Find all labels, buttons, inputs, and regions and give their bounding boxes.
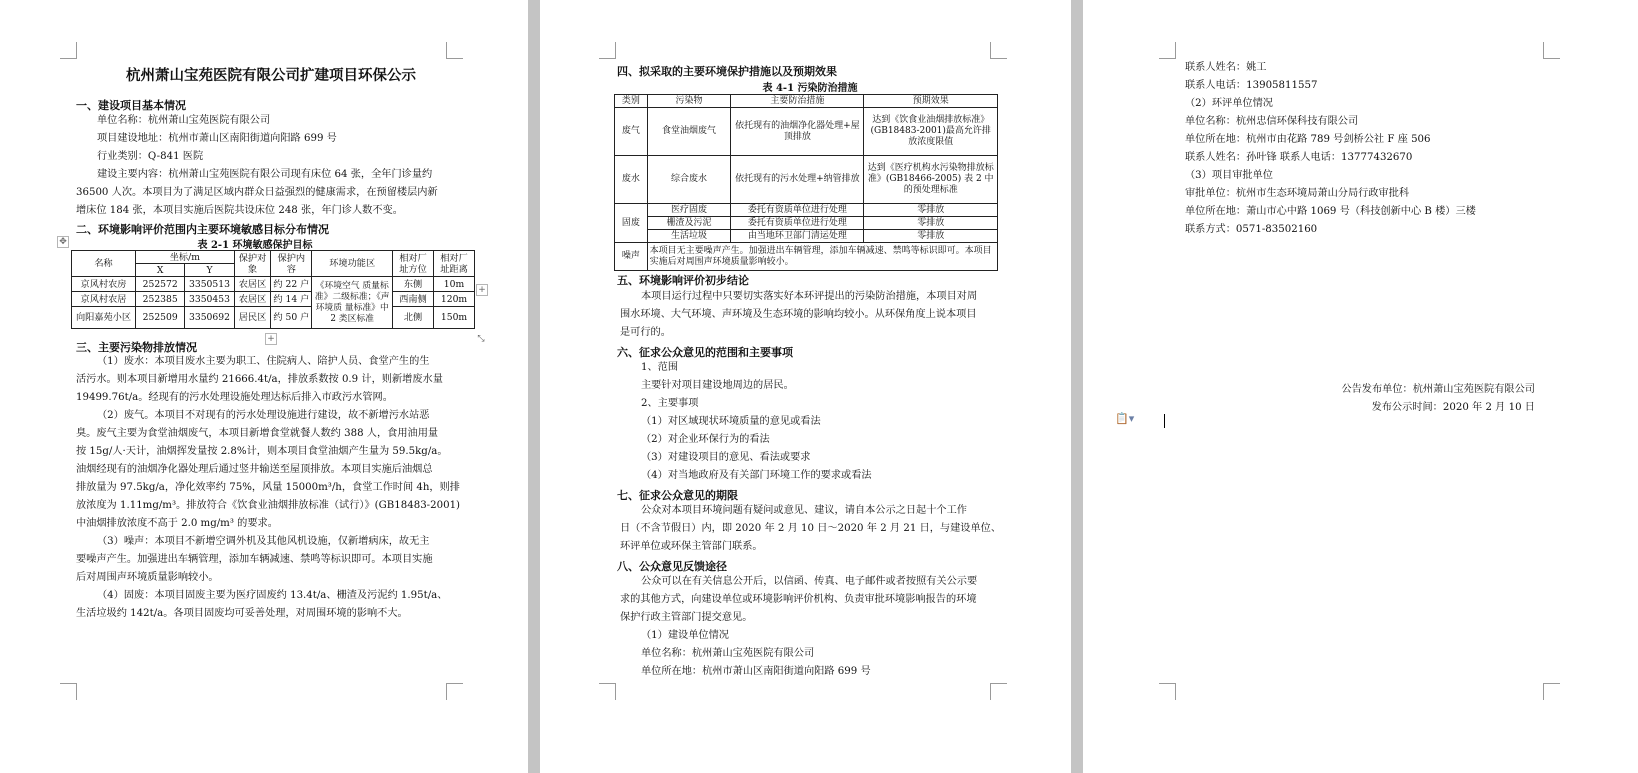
paragraph-line: 公众可以在有关信息公开后，以信函、传真、电子邮件或者按照有关公示要 (641, 576, 978, 587)
table-header-cell: X (136, 264, 185, 277)
paste-options-icon[interactable]: 📋▾ (1115, 412, 1135, 425)
margin-corner-mark (599, 683, 616, 700)
paragraph-line: 是可行的。 (620, 327, 671, 338)
paragraph-line: （4）对当地政府及有关部门环境工作的要求或看法 (641, 470, 872, 481)
paragraph-line: 臭。废气主要为食堂油烟废气，本项目新增食堂就餐人数约 388 人，食用油用量 (76, 428, 439, 439)
table-cell: 《环境空气 质量标准》二级标准；《声环境质 量标准》中 2 类区标准 (312, 277, 393, 329)
paragraph-line: 联系人姓名：孙叶锋 联系人电话：13777432670 (1185, 152, 1413, 163)
paragraph-line: 后对周围声环境质量影响较小。 (76, 572, 219, 583)
paragraph-line: 排放量为 97.5kg/a，净化效率约 75%，风量 15000m³/h，食堂工作时间 4h，则排 (76, 482, 460, 493)
table-caption: 表 2-1 环境敏感保护目标 (197, 240, 313, 251)
paragraph-line: 联系方式：0571-83502160 (1185, 224, 1318, 235)
paragraph-line: 增床位 184 张，本项目实施后医院共设床位 248 张，年门诊人数不变。 (76, 205, 403, 216)
paragraph-line: （3）项目审批单位 (1185, 170, 1273, 181)
margin-corner-mark (1543, 683, 1560, 700)
table-cell: 达到《医疗机构水污染物排放标准》(GB18466-2005) 表 2 中的预处理标准 (864, 156, 998, 204)
table-cell: 北侧 (393, 307, 434, 329)
table-cell: 依托现有的污水处理+纳管排放 (731, 156, 864, 204)
margin-corner-mark (60, 683, 77, 700)
table-cell: 医疗固废 (647, 204, 731, 217)
paragraph-line: 按 15g/人·天计，油烟挥发量按 2.8%计，则本项目食堂油烟产生量为 59.5kg/a。 (76, 446, 448, 457)
table-header-cell: Y (185, 264, 234, 277)
paragraph-line: 项目建设地址：杭州市萧山区南阳街道向阳路 699 号 (97, 133, 337, 144)
paragraph-line: 公众对本项目环境问题有疑问或意见、建议，请自本公示之日起十个工作 (641, 505, 967, 516)
publish-date-line: 发布公示时间：2020 年 2 月 10 日 (1371, 402, 1535, 413)
table-header-cell: 保护内容 (271, 251, 312, 277)
table-cell: 252572 (136, 277, 185, 292)
table-cell: 废气 (615, 108, 648, 156)
table-cell: 由当地环卫部门清运处理 (731, 230, 864, 243)
paragraph-line: 求的其他方式，向建设单位或环境影响评价机构、负责审批环境影响报告的环境 (620, 594, 977, 605)
paragraph-line: 联系人姓名：姚工 (1185, 62, 1267, 73)
paragraph-line: 单位所在地：萧山市心中路 1069 号（科技创新中心 B 楼）三楼 (1185, 206, 1476, 217)
paragraph-line: 保护行政主管部门提交意见。 (620, 612, 753, 623)
page-gap-1 (528, 0, 540, 773)
margin-corner-mark (1543, 42, 1560, 59)
table-cell: 京风村农房 (72, 277, 136, 292)
paragraph-line: （2）环评单位情况 (1185, 98, 1273, 109)
table-cell: 依托现有的油烟净化器处理+屋顶排放 (731, 108, 864, 156)
margin-corner-mark (990, 683, 1007, 700)
paragraph-line: （1）对区域现状环境质量的意见或看法 (641, 416, 821, 427)
table-cell: 食堂油烟废气 (647, 108, 731, 156)
paragraph-line: 单位名称：杭州萧山宝苑医院有限公司 (641, 648, 815, 659)
publisher-line: 公告发布单位：杭州萧山宝苑医院有限公司 (1341, 384, 1535, 395)
paragraph-line: （1）废水：本项目废水主要为职工、住院病人、陪护人员、食堂产生的生 (97, 356, 430, 367)
table-cell: 达到《饮食业油烟排放标准》(GB18483-2001)最高允许排放浓度限值 (864, 108, 998, 156)
table-add-row-icon[interactable]: + (265, 333, 277, 345)
table-resize-icon[interactable]: ⤡ (477, 334, 485, 344)
table-cell: 零排放 (864, 204, 998, 217)
table-header-cell: 相对厂址方位 (393, 251, 434, 277)
section-heading: 八、公众意见反馈途径 (617, 560, 727, 573)
page-gap-2 (1071, 0, 1083, 773)
table-cell: 零排放 (864, 230, 998, 243)
table-header-cell: 保护对象 (234, 251, 271, 277)
table-cell: 委托有资质单位进行处理 (731, 204, 864, 217)
document-page-1[interactable] (0, 0, 528, 773)
text-cursor (1164, 414, 1165, 428)
table-cell: 废水 (615, 156, 648, 204)
table-cell: 综合废水 (647, 156, 731, 204)
paragraph-line: 单位所在地：杭州市萧山区南阳街道向阳路 699 号 (641, 666, 871, 677)
paragraph-line: 主要针对项目建设地周边的居民。 (641, 380, 794, 391)
paragraph-line: （2）对企业环保行为的看法 (641, 434, 770, 445)
table-move-handle-icon[interactable]: ✥ (57, 236, 69, 248)
section-heading: 一、建设项目基本情况 (76, 99, 186, 112)
table-cell: 3350513 (185, 277, 234, 292)
paragraph-line: 日（不含节假日）内，即 2020 年 2 月 10 日～2020 年 2 月 21 日，与建设单位、 (620, 523, 1002, 534)
table-header-cell: 主要防治措施 (731, 95, 864, 108)
table-cell: 10m (434, 277, 475, 292)
table-header-cell: 坐标/m (136, 251, 235, 264)
paragraph-line: （1）建设单位情况 (641, 630, 729, 641)
table-cell: 向阳嘉苑小区 (72, 307, 136, 329)
document-page-2[interactable] (540, 0, 1071, 773)
paragraph-line: （3）噪声：本项目不新增空调外机及其他风机设施，仅新增病床，故无主 (97, 536, 430, 547)
paragraph-line: 建设主要内容：杭州萧山宝苑医院有限公司现有床位 64 张，全年门诊量约 (97, 169, 433, 180)
table-header-cell: 污染物 (647, 95, 731, 108)
paragraph-line: 19499.76t/a。经现有的污水处理设施处理达标后排入市政污水管网。 (76, 392, 393, 403)
table-cell: 252509 (136, 307, 185, 329)
pollution-measures-table (614, 94, 998, 271)
paragraph-line: 本项目运行过程中只要切实落实好本环评提出的污染防治措施，本项目对周 (641, 291, 978, 302)
margin-corner-mark (60, 42, 77, 59)
table-cell: 委托有资质单位进行处理 (731, 217, 864, 230)
section-heading: 六、征求公众意见的范围和主要事项 (617, 346, 793, 359)
table-cell: 120m (434, 292, 475, 307)
table-cell: 3350692 (185, 307, 234, 329)
section-heading: 四、拟采取的主要环境保护措施以及预期效果 (617, 65, 837, 78)
margin-corner-mark (990, 42, 1007, 59)
table-cell: 约 50 户 (271, 307, 312, 329)
document-page-3[interactable] (1083, 0, 1638, 773)
section-heading: 五、环境影响评价初步结论 (617, 274, 749, 287)
paragraph-line: 单位所在地：杭州市由花路 789 号剑桥公社 F 座 506 (1185, 134, 1431, 145)
table-header-cell: 相对厂址距离 (434, 251, 475, 277)
table-cell: 西南侧 (393, 292, 434, 307)
paragraph-line: 行业类别：Q-841 医院 (97, 151, 204, 162)
table-cell: 农居区 (234, 277, 271, 292)
sensitive-targets-table (71, 250, 475, 329)
paragraph-line: （2）废气。本项目不对现有的污水处理设施进行建设，故不新增污水站恶 (97, 410, 430, 421)
paragraph-line: 围水环境、大气环境、声环境及生态环境的影响均较小。从环保角度上说本项目 (620, 309, 977, 320)
table-header-cell: 名称 (72, 251, 136, 277)
table-header-cell: 环境功能区 (312, 251, 393, 277)
paragraph-line: 活污水。则本项目新增用水量约 21666.4t/a，排放系数按 0.9 计，则新增废水量 (76, 374, 443, 385)
table-cell: 零排放 (864, 217, 998, 230)
paragraph-line: 单位名称：杭州萧山宝苑医院有限公司 (97, 115, 271, 126)
paragraph-line: 36500 人次。本项目为了满足区域内群众日益强烈的健康需求，在预留楼层内新 (76, 187, 438, 198)
table-cell: 京风村农居 (72, 292, 136, 307)
table-caption: 表 4-1 污染防治措施 (762, 83, 858, 94)
paragraph-line: 1、范围 (641, 362, 679, 373)
table-cell: 东侧 (393, 277, 434, 292)
document-title: 杭州萧山宝苑医院有限公司扩建项目环保公示 (126, 67, 416, 84)
margin-corner-mark (446, 683, 463, 700)
section-heading: 三、主要污染物排放情况 (76, 341, 197, 354)
margin-corner-mark (599, 42, 616, 59)
table-cell: 3350453 (185, 292, 234, 307)
paragraph-line: （4）固废：本项目固废主要为医疗固废约 13.4t/a、栅渣及污泥约 1.95t/a、 (97, 590, 448, 601)
table-cell: 噪声 (615, 243, 648, 271)
table-cell: 150m (434, 307, 475, 329)
paragraph-line: 要噪声产生。加强进出车辆管理，添加车辆减速、禁鸣等标识即可。本项目实施 (76, 554, 433, 565)
paragraph-line: 环评单位或环保主管部门联系。 (620, 541, 763, 552)
paragraph-line: 审批单位：杭州市生态环境局萧山分局行政审批科 (1185, 188, 1410, 199)
paragraph-line: 单位名称：杭州忠信环保科技有限公司 (1185, 116, 1359, 127)
margin-corner-mark (1159, 683, 1176, 700)
table-cell: 约 14 户 (271, 292, 312, 307)
table-cell: 252385 (136, 292, 185, 307)
paragraph-line: 油烟经现有的油烟净化器处理后通过竖井输送至屋顶排放。本项目实施后油烟总 (76, 464, 433, 475)
paragraph-line: 2、主要事项 (641, 398, 699, 409)
table-cell: 本项目无主要噪声产生。加强进出车辆管理，添加车辆减速、禁鸣等标识即可。本项目实施后对周围声环境质量影响较小。 (647, 243, 997, 271)
table-add-column-icon[interactable]: + (476, 284, 488, 296)
margin-corner-mark (446, 42, 463, 59)
table-header-cell: 类别 (615, 95, 648, 108)
paragraph-line: 联系人电话：13905811557 (1185, 80, 1318, 91)
table-cell: 约 22 户 (271, 277, 312, 292)
table-cell: 栅渣及污泥 (647, 217, 731, 230)
table-cell: 农居区 (234, 292, 271, 307)
table-cell: 居民区 (234, 307, 271, 329)
section-heading: 七、征求公众意见的期限 (617, 489, 738, 502)
paragraph-line: 生活垃圾约 142t/a。各项目固废均可妥善处理，对周围环境的影响不大。 (76, 608, 408, 619)
paragraph-line: （3）对建设项目的意见、看法或要求 (641, 452, 811, 463)
table-cell: 生活垃圾 (647, 230, 731, 243)
table-cell: 固废 (615, 204, 648, 243)
section-heading: 二、环境影响评价范围内主要环境敏感目标分布情况 (76, 223, 329, 236)
paragraph-line: 中油烟排放浓度不高于 2.0 mg/m³ 的要求。 (76, 518, 278, 529)
table-header-cell: 预期效果 (864, 95, 998, 108)
margin-corner-mark (1159, 42, 1176, 59)
paragraph-line: 放浓度为 1.11mg/m³。排放符合《饮食业油烟排放标准（试行）》(GB18483-2001) (76, 500, 461, 511)
